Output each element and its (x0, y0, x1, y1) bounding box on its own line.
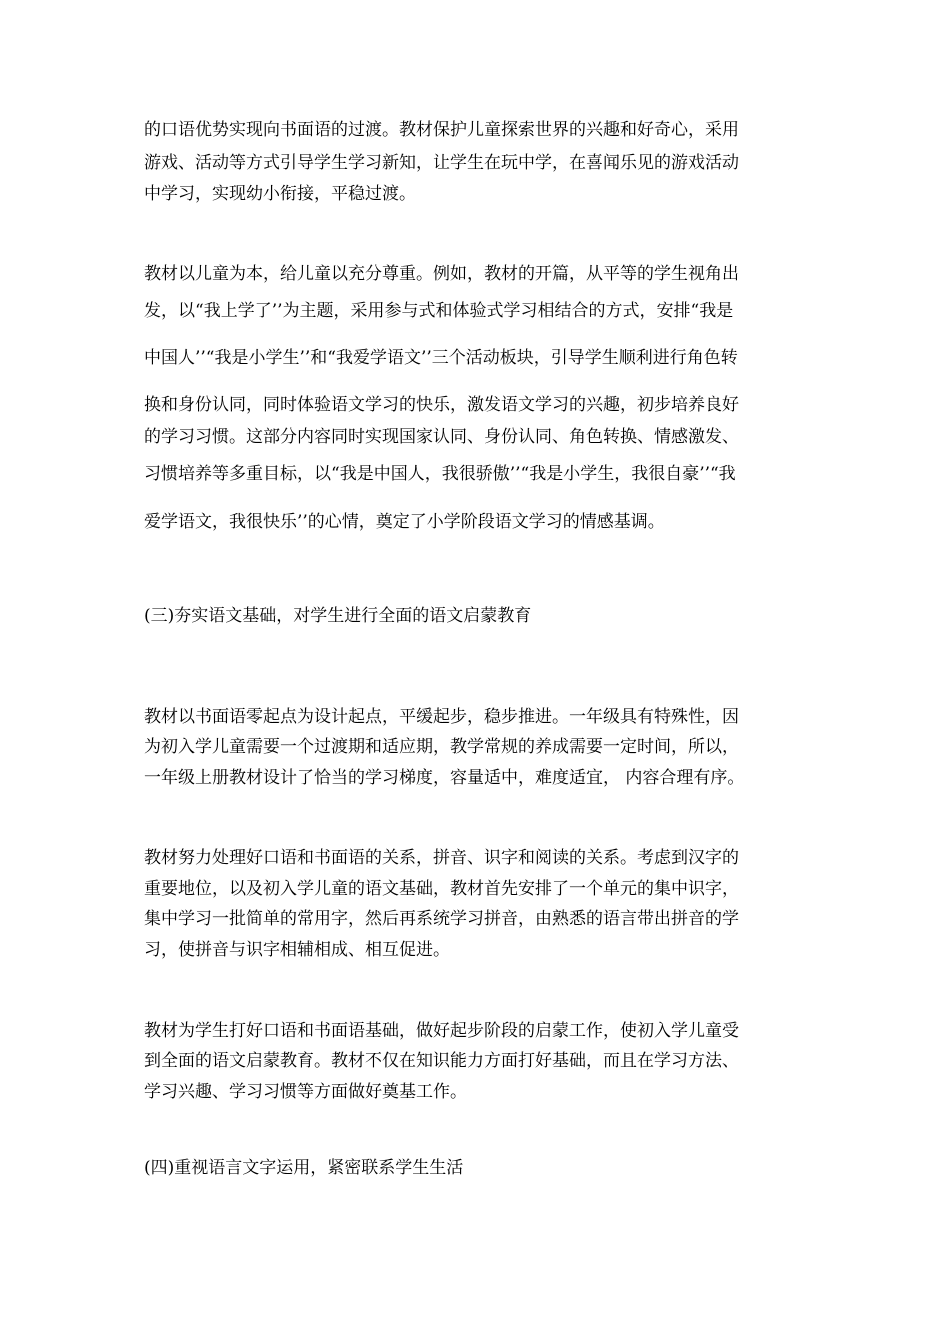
paragraph-3-line-3: 一年级上册教材设计了恰当的学习梯度，容量适中，难度适宜， 内容合理有序。 (144, 768, 745, 788)
paragraph-2-line-6: 习惯培养等多重目标，以“我是中国人，我很骄傲’’“我是小学生，我很自豪’’“我 (144, 464, 736, 484)
section-heading-3: (三)夯实语文基础，对学生进行全面的语文启蒙教育 (144, 606, 532, 626)
paragraph-2-line-7: 爱学语文，我很快乐’’的心情，奠定了小学阶段语文学习的情感基调。 (144, 512, 665, 532)
paragraph-4-line-2: 重要地位，以及初入学儿童的语文基础，教材首先安排了一个单元的集中识字， (144, 879, 739, 899)
paragraph-3-line-1: 教材以书面语零起点为设计起点，平缓起步，稳步推进。一年级具有特殊性，因 (144, 707, 739, 727)
paragraph-4-line-4: 习，使拼音与识字相辅相成、相互促进。 (144, 940, 450, 960)
paragraph-2-line-2: 发，以“我上学了’’为主题，采用参与式和体验式学习相结合的方式，安排“我是 (144, 301, 734, 321)
paragraph-1-line-2: 游戏、活动等方式引导学生学习新知，让学生在玩中学，在喜闻乐见的游戏活动 (144, 153, 739, 173)
paragraph-5-line-3: 学习兴趣、学习习惯等方面做好奠基工作。 (144, 1082, 467, 1102)
paragraph-1-line-1: 的口语优势实现向书面语的过渡。教材保护儿童探索世界的兴趣和好奇心，采用 (144, 120, 739, 140)
paragraph-4-line-1: 教材努力处理好口语和书面语的关系，拼音、识字和阅读的关系。考虑到汉字的 (144, 848, 739, 868)
paragraph-2-line-3: 中国人’’“我是小学生’’和“我爱学语文’’三个活动板块，引导学生顺利进行角色转 (144, 348, 738, 368)
paragraph-5-line-1: 教材为学生打好口语和书面语基础，做好起步阶段的启蒙工作，使初入学儿童受 (144, 1021, 739, 1041)
paragraph-2-line-4: 换和身份认同，同时体验语文学习的快乐，激发语文学习的兴趣，初步培养良好 (144, 395, 739, 415)
section-heading-4: (四)重视语言文字运用，紧密联系学生生活 (144, 1158, 464, 1178)
paragraph-5-line-2: 到全面的语文启蒙教育。教材不仅在知识能力方面打好基础，而且在学习方法、 (144, 1051, 739, 1071)
paragraph-2-line-1: 教材以儿童为本，给儿童以充分尊重。例如，教材的开篇，从平等的学生视角出 (144, 264, 739, 284)
paragraph-1-line-3: 中学习，实现幼小衔接，平稳过渡。 (144, 184, 416, 204)
paragraph-2-line-5: 的学习习惯。这部分内容同时实现国家认同、身份认同、角色转换、情感激发、 (144, 427, 739, 447)
paragraph-3-line-2: 为初入学儿童需要一个过渡期和适应期，教学常规的养成需要一定时间，所以， (144, 737, 739, 757)
paragraph-4-line-3: 集中学习一批简单的常用字，然后再系统学习拼音，由熟悉的语言带出拼音的学 (144, 909, 739, 929)
